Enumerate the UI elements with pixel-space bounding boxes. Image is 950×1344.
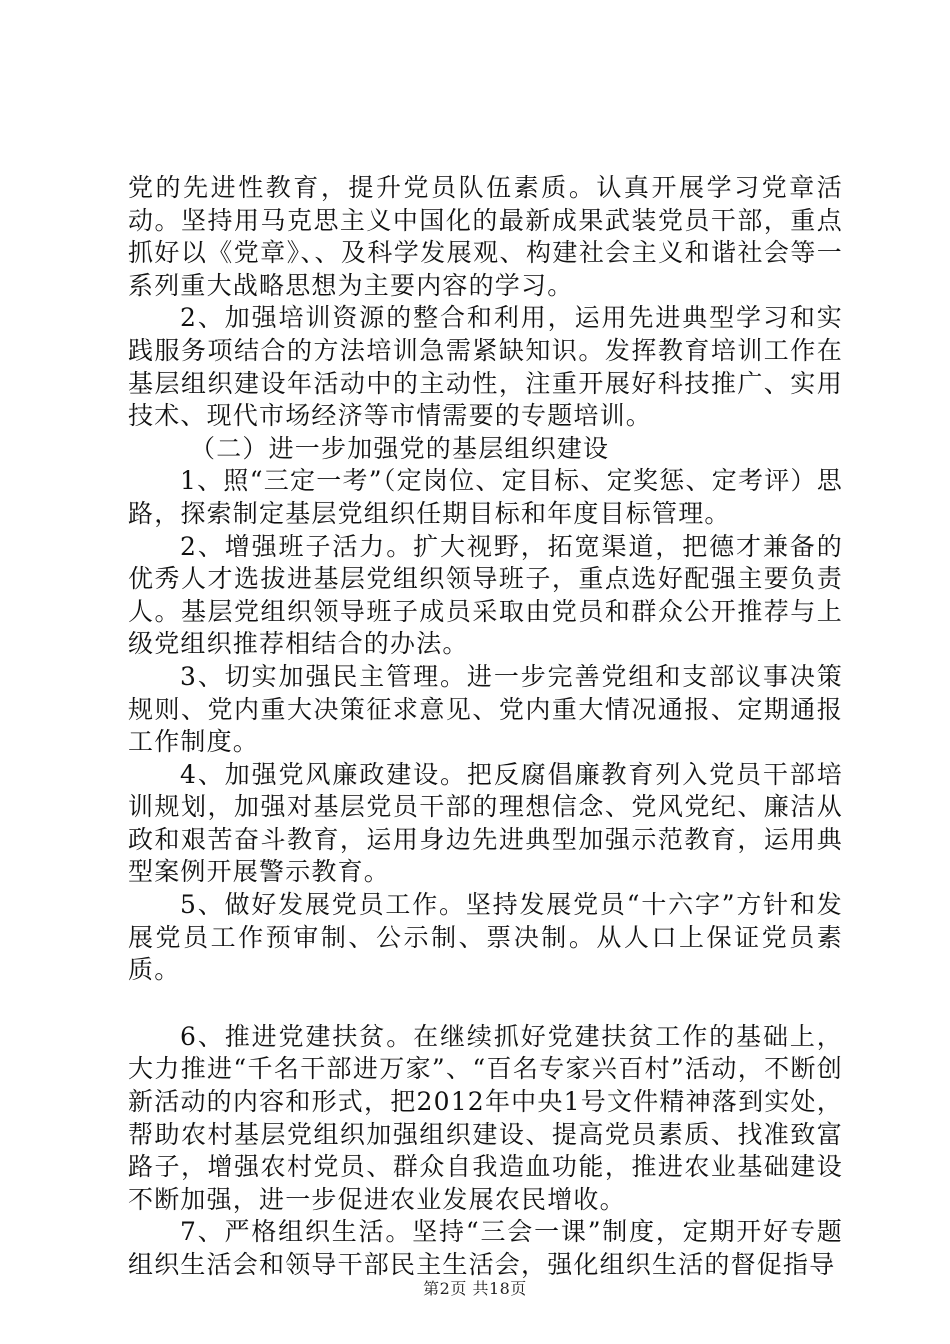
paragraph-6: 4、加强党风廉政建设。把反腐倡廉教育列入党员干部培训规划，加强对基层党员干部的理想信念、党风党纪、廉洁从政和艰苦奋斗教育，运用身边先进典型加强示范教育，运用典型案例开展警示教育。	[128, 759, 843, 887]
section-heading: （二）进一步加强党的基层组织建设	[190, 433, 610, 463]
paragraph-7: 5、做好发展党员工作。坚持发展党员“十六字”方针和发展党员工作预审制、公示制、票决制。从人口上保证党员素质。	[128, 890, 843, 985]
document-body	[128, 172, 843, 1282]
paragraph-9: 7、严格组织生活。坚持“三会一课”制度，定期开好专题组织生活会和领导干部民主生活会，强化组织生活的督促指导	[128, 1217, 843, 1279]
paragraph-4: 2、增强班子活力。扩大视野，拓宽渠道，把德才兼备的优秀人才选拔进基层党组织领导班子，重点选好配强主要负责人。基层党组织领导班子成员采取由党员和群众公开推荐与上级党组织推荐相结合的办法。	[128, 531, 843, 659]
paragraph-2: 2、加强培训资源的整合和利用，运用先进典型学习和实践服务项结合的方法培训急需紧缺知识。发挥教育培训工作在基层组织建设年活动中的主动性，注重开展好科技推广、实用技术、现代市场经济等市情需要的专题培训。	[128, 303, 843, 431]
paragraph-8: 6、推进党建扶贫。在继续抓好党建扶贫工作的基础上，大力推进“千名干部进万家”、“百名专家兴百村”活动，不断创新活动的内容和形式，把2012年中央1号文件精神落到实处，帮助农村基层党组织加强组织建设、提高党员素质、找准致富路子，增强农村党员、群众自我造血功能，推进农业基础建设不断加强，进一步促进农业发展农民增收。	[128, 1021, 843, 1214]
paragraph-3: 1、照“三定一考”（定岗位、定目标、定奖惩、定考评）思路，探索制定基层党组织任期目标和年度目标管理。	[128, 466, 843, 528]
paragraph-1: 党的先进性教育，提升党员队伍素质。认真开展学习党章活动。坚持用马克思主义中国化的最新成果武装党员干部，重点抓好以《党章》、、及科学发展观、构建社会主义和谐社会等一系列重大战略思想为主要内容的学习。	[128, 173, 843, 300]
page-number-footer: 第2页 共18页	[423, 1279, 527, 1298]
paragraph-5: 3、切实加强民主管理。进一步完善党组和支部议事决策规则、党内重大决策征求意见、党内重大情况通报、定期通报工作制度。	[128, 661, 843, 757]
